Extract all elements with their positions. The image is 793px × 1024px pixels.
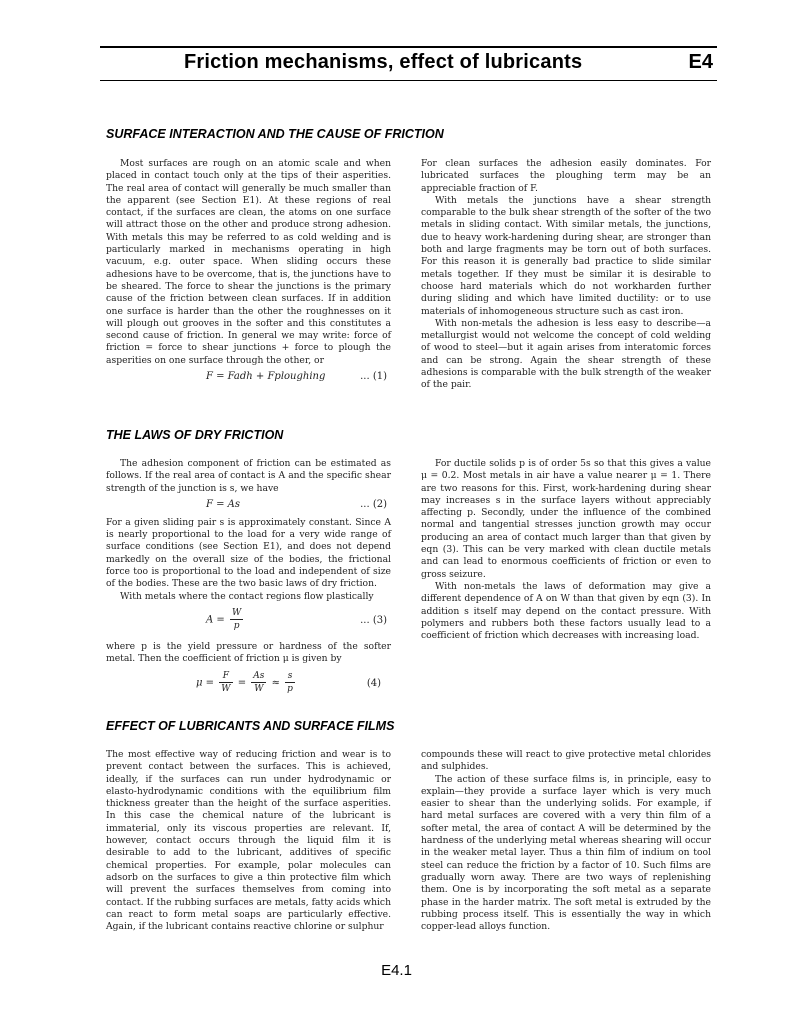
paragraph: where p is the yield pressure or hardness of the softer metal. Then the coefficient of friction μ is given by [106, 640, 391, 665]
equation-1-expression: F = Fadh + Fploughing [206, 371, 326, 383]
page-title: Friction mechanisms, effect of lubricants [184, 51, 583, 73]
paragraph: With metals where the contact regions flow plastically [120, 590, 374, 602]
paragraph: The action of these surface films is, in principle, easy to explain—they provide a surface layer which is very much easier to shear than the underlying solids. For example, if hard metal surfaces are covered with a very thin film of a softer metal, the area of contact A will be determined by the hardness of the underlying metal whereas shearing will occur in the weaker metal layer. Thus a thin film of indium on tool steel can reduce the friction by a factor of 10. Such films are gradually worn away. There are two ways of replenishing them. One is by incorporating the soft metal as a separate phase in the harder matrix. The soft metal is extruded by the rubbing process itself. This is essentially the way in which copper-lead alloys function. [421, 773, 711, 933]
section-code: E4 [688, 51, 713, 73]
paragraph: With non-metals the laws of deformation may give a different dependence of A on W than that given by eqn (3). In addition s itself may depend on the contact pressure. With polymers and rubbers both these factors usually lead to a coefficient of friction which decreases with increasing load. [421, 580, 711, 642]
equation-4-fraction-3 [285, 670, 295, 696]
laws-right-column [421, 458, 711, 642]
equation-4-fraction-2 [251, 670, 266, 696]
equation-4-number: (4) [366, 677, 381, 689]
paragraph: For clean surfaces the adhesion easily dominates. For lubricated surfaces the ploughing term may be an appreciable fraction of F. [421, 158, 711, 194]
paragraph: The adhesion component of friction can be estimated as follows. If the real area of contact is A and the specific shear strength of the junction is s, we have [106, 458, 391, 494]
paragraph: With non-metals the adhesion is less easy to describe—a metallurgist would not welcome the concept of cold welding of wood to steel—but it again arises from interatomic forces and can be strong. Again the shear strength of these adhesions is comparable with the bulk strength of the weaker of the pair. [421, 317, 711, 391]
fraction-denominator: p [233, 621, 240, 632]
approx-sign: ≈ [271, 676, 280, 688]
fraction-numerator: s [285, 670, 295, 683]
paragraph: For ductile solids p is of order 5s so that this gives a value μ = 0.2. Most metals in air have a value nearer μ = 1. There are two reasons for this. First, work-hardening during shear may increases s in the surface layers without appreciably affecting p. Secondly, under the influence of the combined normal and tangential stresses junction growth may occur producing an area of contact much larger than that given by eqn (3). This can be very marked with clean ductile metals and can lead to enormous coefficients of friction or even to gross seizure. [421, 458, 711, 580]
lubricants-right-column [421, 749, 711, 933]
equation-2 [106, 497, 391, 515]
equation-2-number: ... (2) [360, 498, 387, 510]
equation-3-fraction [230, 607, 243, 633]
paragraph: The most effective way of reducing friction and wear is to prevent contact between the surfaces. This is achieved, ideally, if the surfaces can run under hydrodynamic or elasto-hydrodynamic conditions with the equilibrium film thickness greater than the height of the surface asperities. In this case the chemical nature of the lubricant is immaterial, only its viscous properties are relevant. If, however, contact occurs through the liquid film it is desirable to add to the lubricant, additives of specific chemical properties. For example, polar molecules can adsorb on the surfaces to give a thin protective film which will prevent the surfaces themselves from coming into contact. If the rubbing surfaces are metals, fatty acids which can react to form metal soaps are particularly effective. Again, if the lubricant contains reactive chlorine or sulphur [106, 749, 391, 933]
equation-3-number: ... (3) [360, 614, 387, 626]
equation-3-lhs: A = [206, 614, 225, 626]
fraction-denominator: W [254, 683, 264, 694]
equation-4-fraction-1 [219, 670, 232, 696]
lubricants-left-column [106, 749, 391, 933]
heading-laws-dry-friction: THE LAWS OF DRY FRICTION [106, 428, 284, 442]
fraction-denominator: p [287, 683, 293, 694]
equation-3 [106, 605, 391, 639]
equation-2-expression: F = As [206, 498, 241, 510]
equation-1 [106, 369, 391, 387]
heading-surface-interaction: SURFACE INTERACTION AND THE CAUSE OF FRICTION [106, 127, 444, 141]
page-header [100, 46, 717, 81]
equals-sign: = [237, 676, 247, 688]
equation-1-number: ... (1) [360, 371, 387, 383]
surface-left-column [106, 158, 391, 389]
paragraph: With metals the junctions have a shear strength comparable to the bulk shear strength of the softer of the two metals in sliding contact. With similar metals, the junctions, due to heavy work-hardening during shear, are stronger than both and large fragments may be torn out of both surfaces. For this reason it is generally bad practice to slide similar metals together. If they must be similar it is desirable to choose hard materials which do not workharden further during sliding and which have limited ductility: or to use materials of inhomogeneous structure such as cast iron. [421, 194, 711, 317]
equation-4 [106, 668, 391, 702]
fraction-numerator: F [219, 670, 232, 683]
laws-left-column [106, 458, 391, 704]
equation-4-lhs: μ = [196, 676, 215, 688]
paragraph: Most surfaces are rough on an atomic scale and when placed in contact touch only at the tips of their asperities. The real area of contact will generally be much smaller than the apparent (see Section E1). At these regions of real contact, if the surfaces are clean, the atoms on one surface will attract those on the other and produce strong adhesion. With metals this may be referred to as cold welding and is particularly marked in mechanisms operating in high vacuum, e.g. outer space. When sliding occurs these adhesions have to be overcome, that is, the junctions have to be sheared. The force to shear the junctions is the primary cause of the friction between clean surfaces. If in addition one surface is harder than the other the roughnesses on it will plough out grooves in the softer and this constitutes a second cause of friction. In general we may write: force of friction = force to shear junctions + force to plough the asperities on one surface through the other, or [106, 158, 391, 366]
paragraph: For a given sliding pair s is approximately constant. Since A is nearly proportional to the load for a very wide range of surface conditions (see Section E1), and does not depend markedly on the overall size of the bodies, the frictional force too is proportional to the load and independent of size of the bodies. These are the two basic laws of dry friction. [106, 516, 391, 590]
fraction-denominator: W [221, 683, 231, 694]
heading-lubricants-surface-films: EFFECT OF LUBRICANTS AND SURFACE FILMS [106, 719, 395, 733]
fraction-numerator: W [230, 607, 243, 620]
fraction-numerator: As [251, 670, 266, 683]
surface-right-column [421, 158, 711, 392]
page-number: E4.1 [381, 962, 412, 979]
paragraph: compounds these will react to give protective metal chlorides and sulphides. [421, 749, 711, 773]
